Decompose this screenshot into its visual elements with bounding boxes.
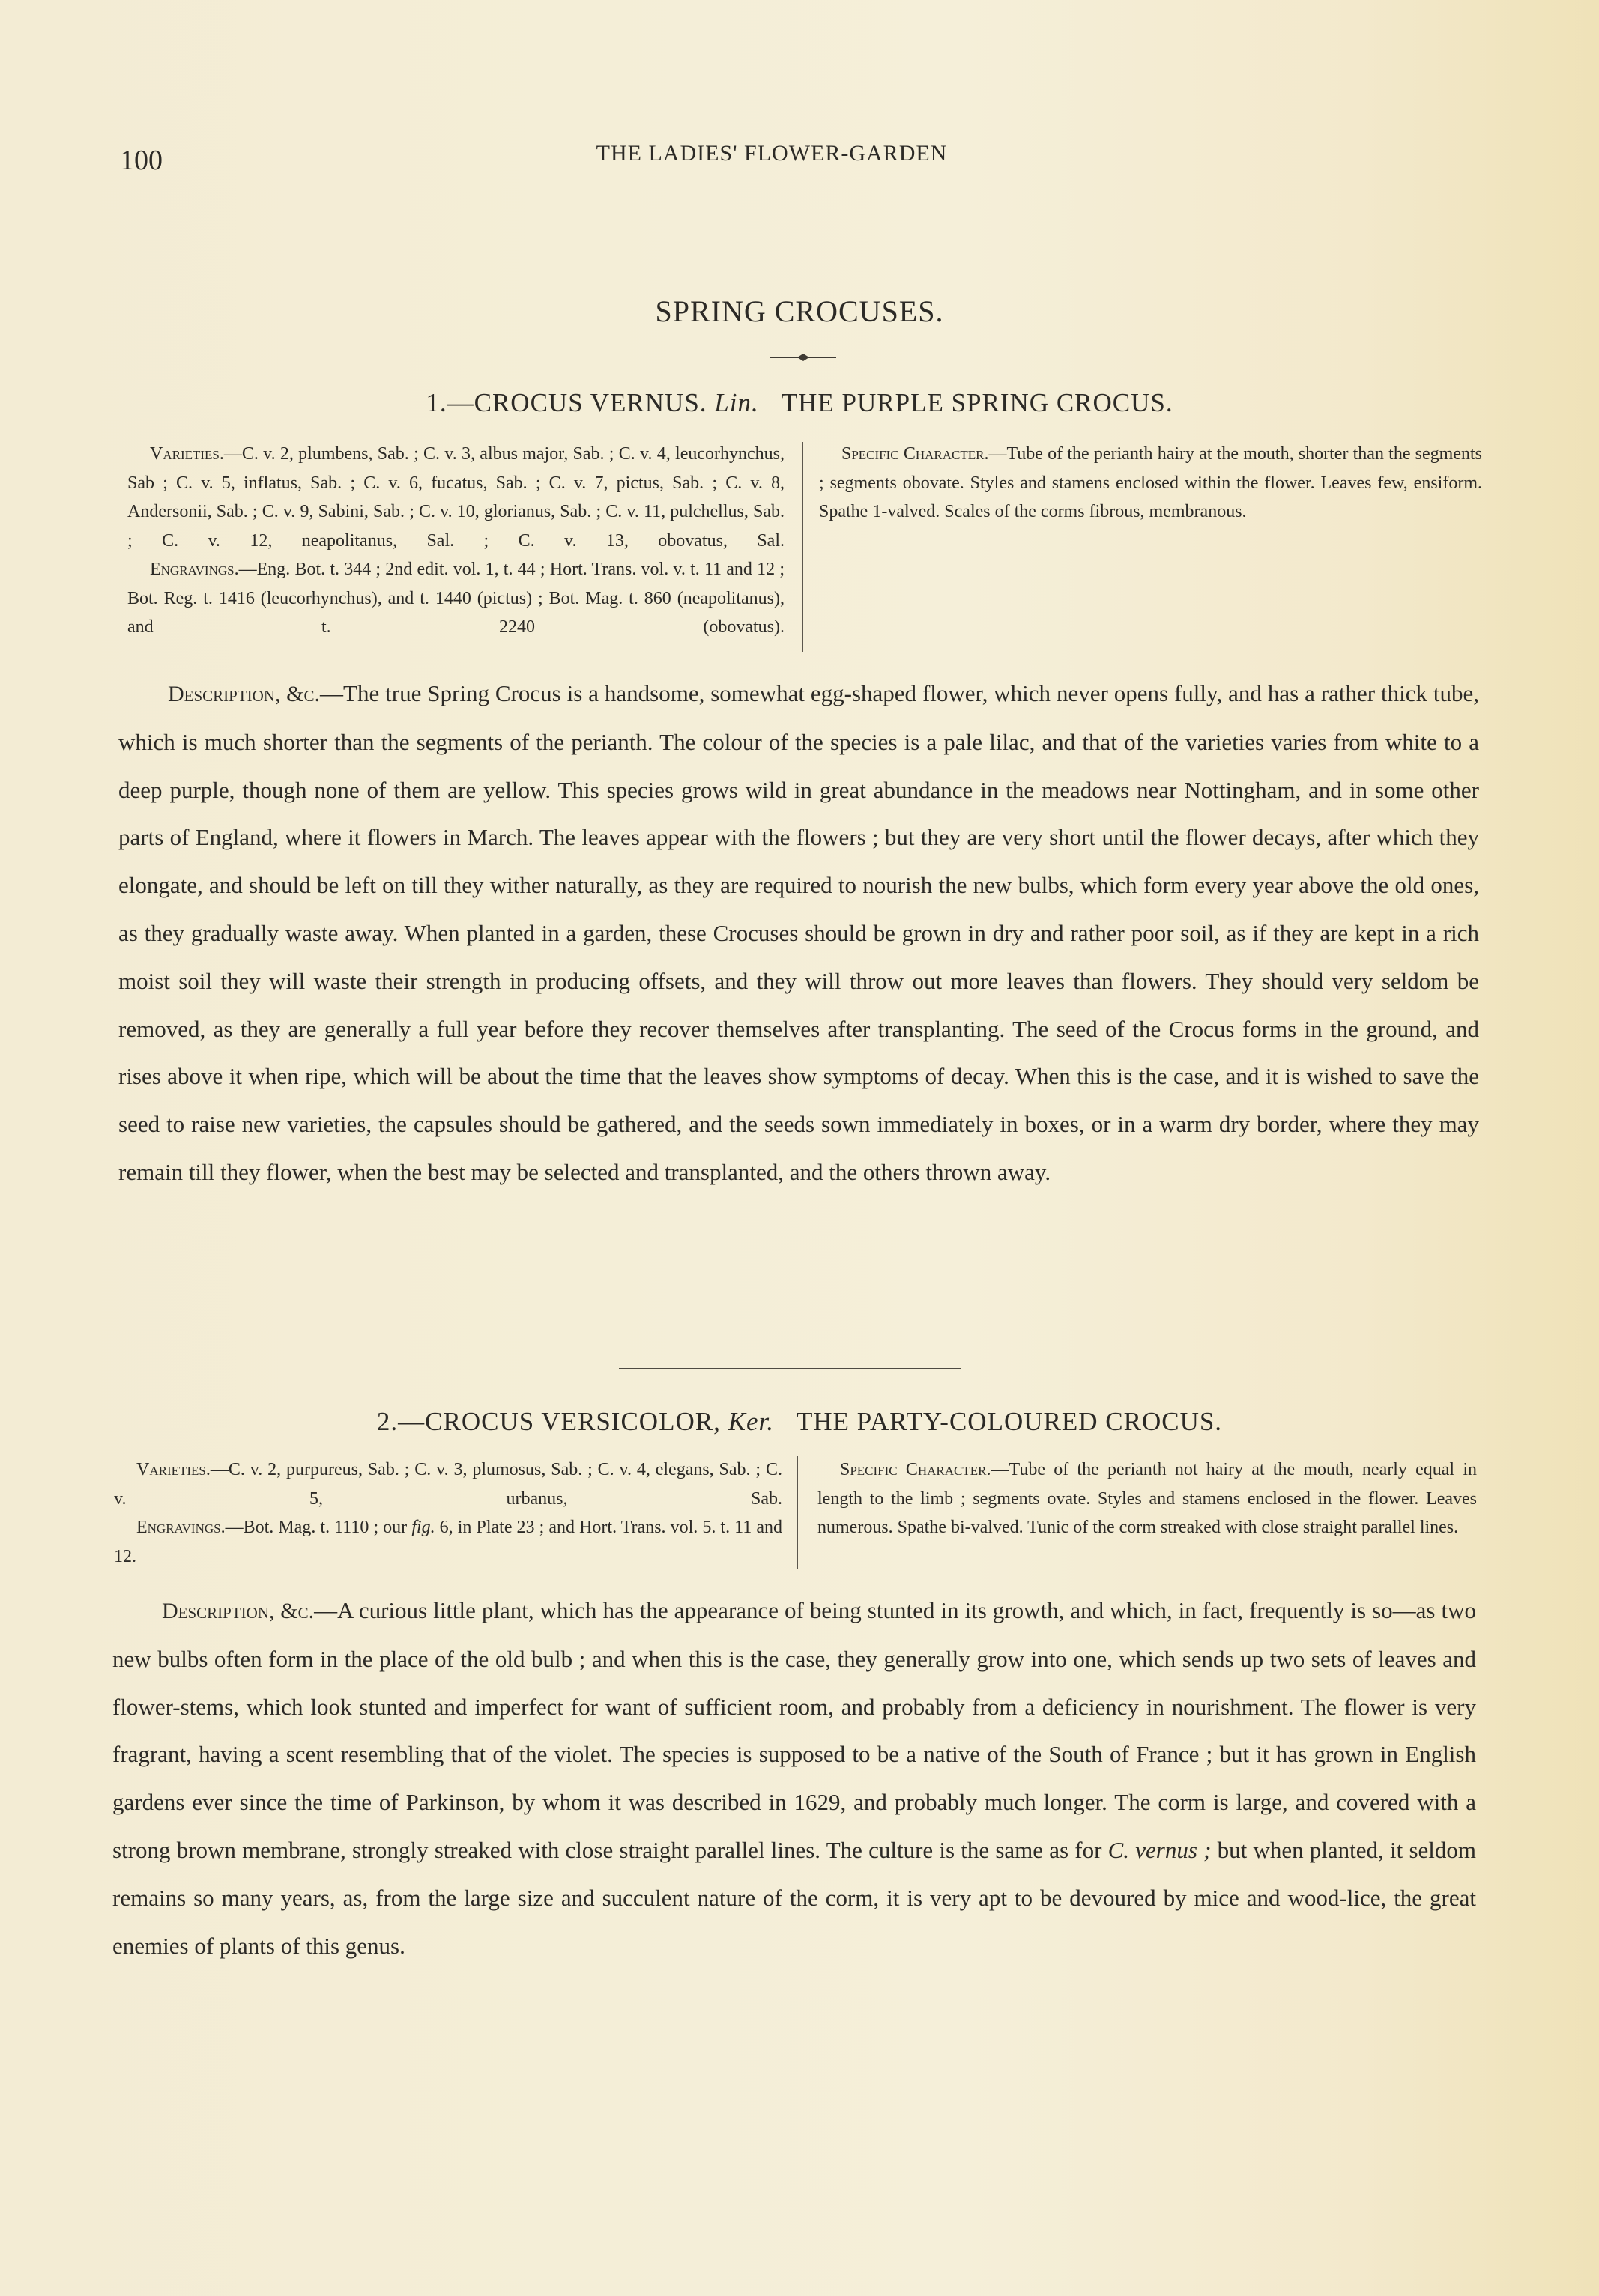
species-1-authority: Lin. — [714, 388, 759, 417]
description-text: —A curious little plant, which has the appearance of being stunted in its growth, and which, in fact, frequently is so—as two new bulbs often form in the place of the old bulb ; and when this is the case, they generally grow into one, which sends up two sets of leaves and flower-stems, which look stunted and imperfect for want of sufficient room, and probably from a deficiency in nourishment. The flower is very fragrant, having a scent resembling that of the violet. The species is supposed to be a native of the South of France ; but it has grown in English gardens ever since the time of Parkinson, by whom it was described in 1629, and probably much longer. The corm is large, and covered with a strong brown membrane, strongly streaked with close straight parallel lines. The culture is the same as for — [112, 1597, 1476, 1863]
description-label: Description, &c. — [168, 682, 321, 706]
column-divider — [802, 442, 803, 652]
column-divider — [797, 1456, 798, 1569]
engravings-text: —Eng. Bot. t. 344 ; 2nd edit. vol. 1, t. 44 ; Hort. Trans. vol. v. t. 11 and 12 ; Bot. Reg. t. 1416 (leucorhynchus), and t. 1440 (pictus) ; Bot. Mag. t. 860 (neapolitanus), and t. 2240 (obovatus). — [127, 560, 785, 637]
specific-text: —Tube of the perianth not hairy at the mouth, nearly equal in length to the limb ; segments ovate. Styles and stamens enclosed in the flower. Leaves numerous. Spathe bi-valved. Tunic of the corm streaked with close straight parallel lines. — [817, 1460, 1477, 1537]
ornament-divider — [770, 354, 836, 361]
species-2-right-column — [817, 1456, 1477, 1542]
description-italic: C. vernus ; — [1107, 1836, 1212, 1863]
species-2-heading — [0, 1407, 1599, 1437]
species-1-left-column — [127, 440, 785, 642]
species-2-common-name: THE PARTY-COLOURED CROCUS. — [796, 1407, 1223, 1436]
species-2-authority: Ker. — [728, 1407, 774, 1436]
running-title: THE LADIES' FLOWER-GARDEN — [596, 141, 948, 166]
specific-label: Specific Character. — [840, 1460, 991, 1479]
engravings-label: Engravings. — [136, 1518, 226, 1537]
description-text: —The true Spring Crocus is a handsome, somewhat egg-shaped flower, which never opens fully, and has a rather thick tube, which is much shorter than the segments of the perianth. The colour of the species is a pale lilac, and that of the varieties varies from white to a deep purple, though none of them are yellow. This species grows wild in great abundance in the meadows near Nottingham, and in some other parts of England, where it flowers in March. The leaves appear with the flowers ; but they are very short until the flower decays, after which they elongate, and should be left on till they wither naturally, as they are required to nourish the new bulbs, which form every year above the old ones, as they gradually waste away. When planted in a garden, these Crocuses should be grown in dry and rather poor soil, as if they are kept in a rich moist soil they will waste their strength in producing offsets, and they will throw out more leaves than flowers. They should very seldom be removed, as they are generally a full year before they recover themselves after transplanting. The seed of the Crocus forms in the ground, and rises above it when ripe, which will be about the time that the leaves show symptoms of decay. When this is the case, and it is wished to save the seed to raise new varieties, the capsules should be gathered, and the seeds sown immediately in boxes, or in a warm dry border, where they may remain till they flower, when the best may be selected and transplanted, and the others thrown away. — [118, 680, 1480, 1185]
varieties-label: Varieties. — [150, 444, 224, 464]
species-1-number: 1.— — [426, 388, 474, 417]
specific-text: —Tube of the perianth hairy at the mouth, shorter than the segments ; segments obovate. Styles and stamens enclosed within the flower. Leaves few, ensiform. Spathe 1-valved. Scales of the corms fibrous, membranous. — [819, 444, 1482, 521]
species-1-name: CROCUS VERNUS. — [474, 388, 707, 417]
species-2-engravings — [114, 1513, 782, 1571]
engravings-text: —Bot. Mag. t. 1110 ; our — [225, 1518, 412, 1537]
page-number: 100 — [120, 145, 163, 176]
species-2-specific-character — [817, 1456, 1477, 1542]
species-1-common-name: THE PURPLE SPRING CROCUS. — [781, 388, 1173, 417]
varieties-text: —C. v. 2, purpureus, Sab. ; C. v. 3, plumosus, Sab. ; C. v. 4, elegans, Sab. ; C. v. 5, urbanus, Sab. — [114, 1460, 782, 1509]
varieties-text: —C. v. 2, plumbens, Sab. ; C. v. 3, albus major, Sab. ; C. v. 4, leucorhynchus, Sab ; C. v. 5, inflatus, Sab. ; C. v. 6, fucatus, Sab. ; C. v. 7, pictus, Sab. ; C. v. 8, Andersonii, Sab. ; C. v. 9, Sabini, Sab. ; C. v. 10, glorianus, Sab. ; C. v. 11, pulchellus, Sab. ; C. v. 12, neapolitanus, Sal. ; C. v. 13, obovatus, Sal. — [127, 444, 785, 551]
species-1-heading — [0, 388, 1599, 418]
species-1-varieties — [127, 440, 785, 555]
engravings-label: Engravings. — [150, 560, 239, 579]
species-2-left-column — [114, 1456, 782, 1571]
description-label: Description, &c. — [162, 1599, 315, 1623]
section-title: SPRING CROCUSES. — [655, 294, 944, 328]
section-rule — [619, 1368, 961, 1369]
engravings-text-rest: 6, in Plate 23 ; and Hort. Trans. vol. 5. t. 11 and 12. — [114, 1518, 783, 1566]
species-1-right-column — [819, 440, 1482, 527]
species-2-number: 2.— — [376, 1407, 426, 1436]
varieties-label: Varieties. — [136, 1460, 211, 1479]
engravings-fig: fig. — [411, 1518, 435, 1537]
specific-label: Specific Character. — [841, 444, 989, 464]
description-text-rest: but when planted, it seldom remains so many years, as, from the large size and succulent nature of the corm, it is very apt to be devoured by mice and wood-lice, the great enemies of plants of this genus. — [112, 1836, 1476, 1959]
species-1-description — [118, 670, 1479, 1196]
species-2-description — [112, 1587, 1476, 1969]
species-1-specific-character — [819, 440, 1482, 527]
species-1-engravings — [127, 555, 785, 642]
species-2-varieties — [114, 1456, 782, 1513]
species-2-name: CROCUS VERSICOLOR, — [425, 1407, 721, 1436]
